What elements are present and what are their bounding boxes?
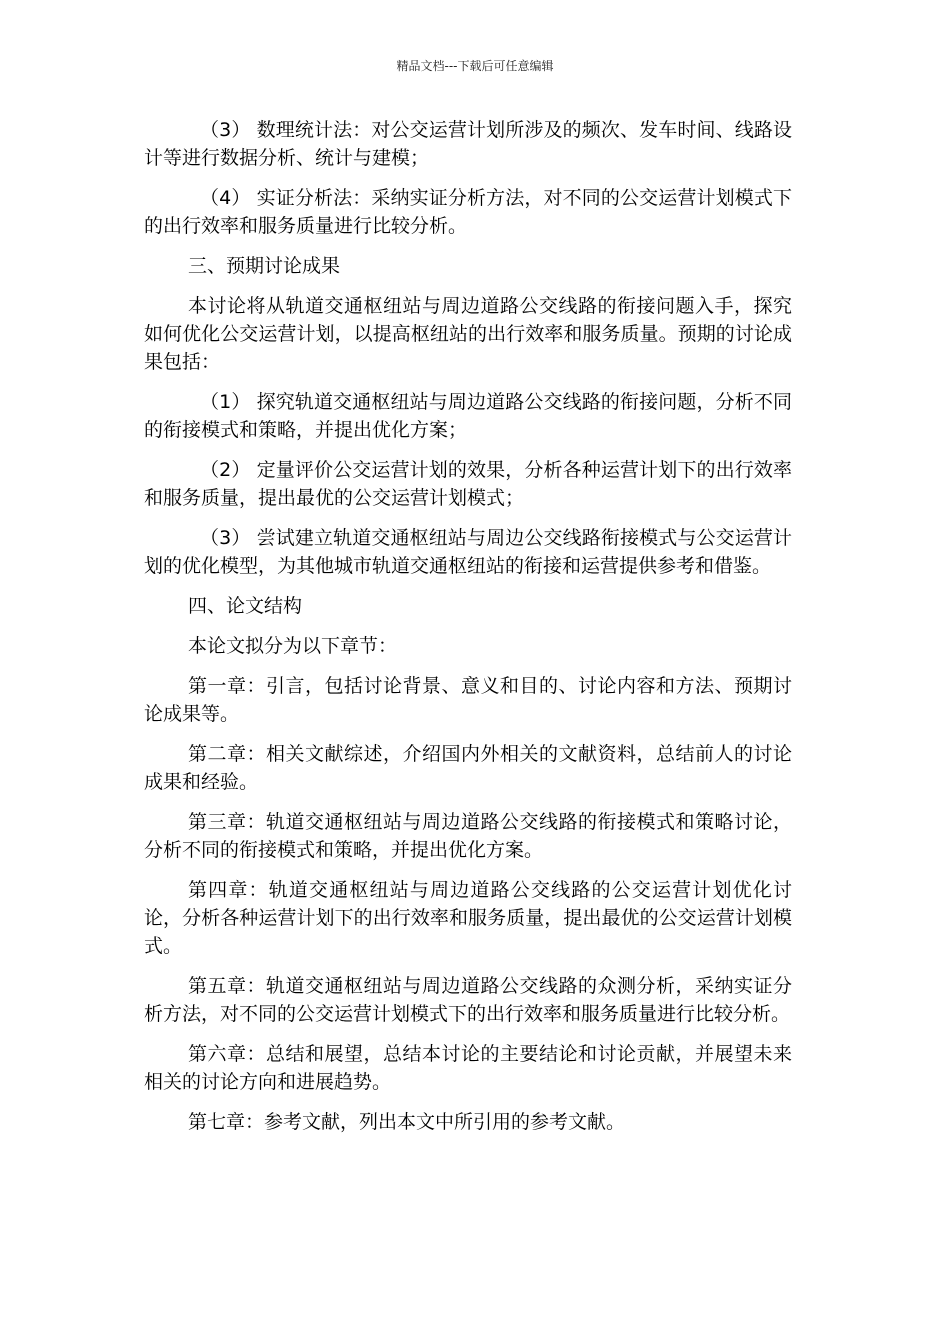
method-item-3: （3） 数理统计法：对公交运营计划所涉及的频次、发车时间、线路设计等进行数据分析、统计与建模； — [144, 119, 792, 169]
chapter-6: 第六章：总结和展望，总结本讨论的主要结论和讨论贡献，并展望未来相关的讨论方向和进展趋势。 — [144, 1043, 792, 1093]
chapter-3: 第三章：轨道交通枢纽站与周边道路公交线路的衔接模式和策略讨论，分析不同的衔接模式和策略，并提出优化方案。 — [144, 811, 792, 861]
method-item-4: （4） 实证分析法：采纳实证分析方法，对不同的公交运营计划模式下的出行效率和服务质量进行比较分析。 — [144, 187, 792, 237]
expected-results-intro: 本讨论将从轨道交通枢纽站与周边道路公交线路的衔接问题入手，探究如何优化公交运营计划，以提高枢纽站的出行效率和服务质量。预期的讨论成果包括： — [144, 295, 792, 373]
thesis-structure-intro: 本论文拟分为以下章节： — [188, 635, 398, 657]
chapter-2: 第二章：相关文献综述，介绍国内外相关的文献资料，总结前人的讨论成果和经验。 — [144, 743, 792, 793]
chapter-4: 第四章：轨道交通枢纽站与周边道路公交线路的公交运营计划优化讨论，分析各种运营计划下的出行效率和服务质量，提出最优的公交运营计划模式。 — [144, 879, 792, 957]
document-body — [144, 116, 792, 1148]
expected-result-item-2: （2） 定量评价公交运营计划的效果，分析各种运营计划下的出行效率和服务质量，提出最优的公交运营计划模式； — [144, 459, 792, 509]
chapter-1: 第一章：引言，包括讨论背景、意义和目的、讨论内容和方法、预期讨论成果等。 — [144, 675, 792, 725]
page-header: 精品文档---下载后可任意编辑 — [396, 59, 554, 73]
chapter-7: 第七章：参考文献，列出本文中所引用的参考文献。 — [188, 1111, 626, 1133]
chapter-5: 第五章：轨道交通枢纽站与周边道路公交线路的众测分析，采纳实证分析方法，对不同的公交运营计划模式下的出行效率和服务质量进行比较分析。 — [144, 975, 792, 1025]
section-heading-thesis-structure: 四、论文结构 — [188, 595, 303, 617]
expected-result-item-3: （3） 尝试建立轨道交通枢纽站与周边公交线路衔接模式与公交运营计划的优化模型，为其他城市轨道交通枢纽站的衔接和运营提供参考和借鉴。 — [144, 527, 792, 577]
expected-result-item-1: （1） 探究轨道交通枢纽站与周边道路公交线路的衔接问题，分析不同的衔接模式和策略，并提出优化方案； — [144, 391, 792, 441]
section-heading-expected-results: 三、预期讨论成果 — [188, 255, 341, 277]
